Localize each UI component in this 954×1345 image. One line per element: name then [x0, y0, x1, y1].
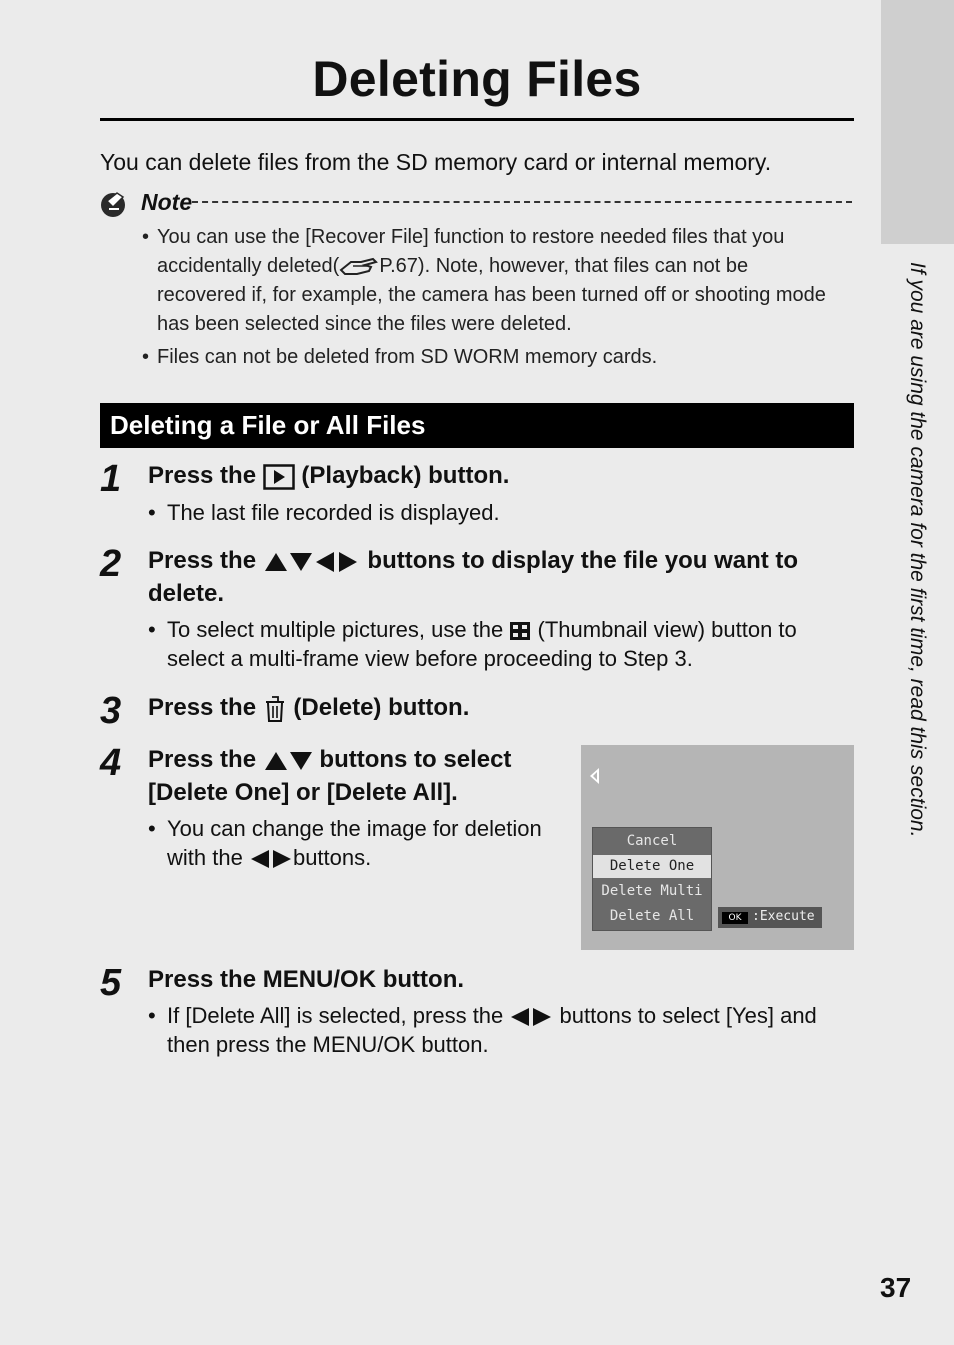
- execute-hint: [718, 907, 822, 928]
- step-heading: Press the buttons to display the file you want to delete.: [148, 547, 799, 607]
- intro-text: You can delete files from the SD memory card or internal memory.: [100, 149, 772, 175]
- step-number: 2: [100, 543, 122, 585]
- camera-screen-image: [581, 745, 854, 950]
- thumbnail-view-icon: [509, 621, 531, 641]
- left-right-arrows-icon: [509, 1006, 553, 1028]
- step-heading: Press the (Delete) button.: [148, 691, 469, 724]
- step-bullet: • The last file recorded is displayed.: [148, 500, 500, 525]
- menu-item-delete-all[interactable]: Delete All: [609, 908, 695, 924]
- step-number: 1: [100, 458, 122, 500]
- step-heading: Press the (Playback) button.: [148, 462, 510, 489]
- page-number: 37: [880, 1272, 912, 1303]
- ok-badge: OK: [722, 912, 748, 924]
- delete-menu: [592, 827, 712, 931]
- playback-icon: [263, 464, 295, 490]
- delete-trash-icon: [263, 694, 287, 724]
- page-title: Deleting Files: [312, 51, 642, 107]
- step-bullet: • To select multiple pictures, use the (Thumbnail view) button to select a multi-frame view before proceeding to Step 3.: [148, 617, 797, 671]
- note-item: • You can use the [Recover File] function to restore needed files that you accidentally deleted( P.67). Note, however, that files can not be recovered if, for example, the camera has been turned off or shooting mode has been selected since the files were deleted.: [142, 226, 826, 335]
- step-number: 5: [100, 962, 122, 1004]
- note-divider: [192, 201, 852, 203]
- left-right-arrows-icon: [249, 848, 293, 870]
- step-number: 4: [100, 742, 122, 784]
- title-rule: [100, 118, 854, 121]
- execute-label: :Execute: [752, 909, 815, 924]
- step-bullet: • You can change the image for deletion with the buttons.: [148, 816, 542, 870]
- step-number: 3: [100, 690, 122, 732]
- menu-item-delete-multi[interactable]: Delete Multi: [601, 883, 703, 899]
- up-down-left-right-arrows-icon: [263, 550, 361, 574]
- menu-item-delete-one[interactable]: Delete One: [593, 855, 711, 878]
- note-label: Note: [141, 189, 193, 215]
- up-down-arrows-icon: [263, 749, 313, 773]
- step-heading: Press the buttons to select [Delete One] or [Delete All].: [148, 746, 512, 806]
- reference-hand-icon: [339, 256, 379, 278]
- section-title: Deleting a File or All Files: [110, 410, 426, 440]
- side-tab: [881, 0, 954, 244]
- step-bullet: • If [Delete All] is selected, press the buttons to select [Yes] and then press the MENU/OK button.: [148, 1003, 817, 1057]
- step-heading: Press the MENU/OK button.: [148, 966, 465, 993]
- menu-item-cancel[interactable]: Cancel: [626, 833, 678, 849]
- left-arrow-icon-inner: [593, 772, 597, 780]
- note-icon: [99, 189, 129, 219]
- note-item: • Files can not be deleted from SD WORM memory cards.: [142, 346, 658, 368]
